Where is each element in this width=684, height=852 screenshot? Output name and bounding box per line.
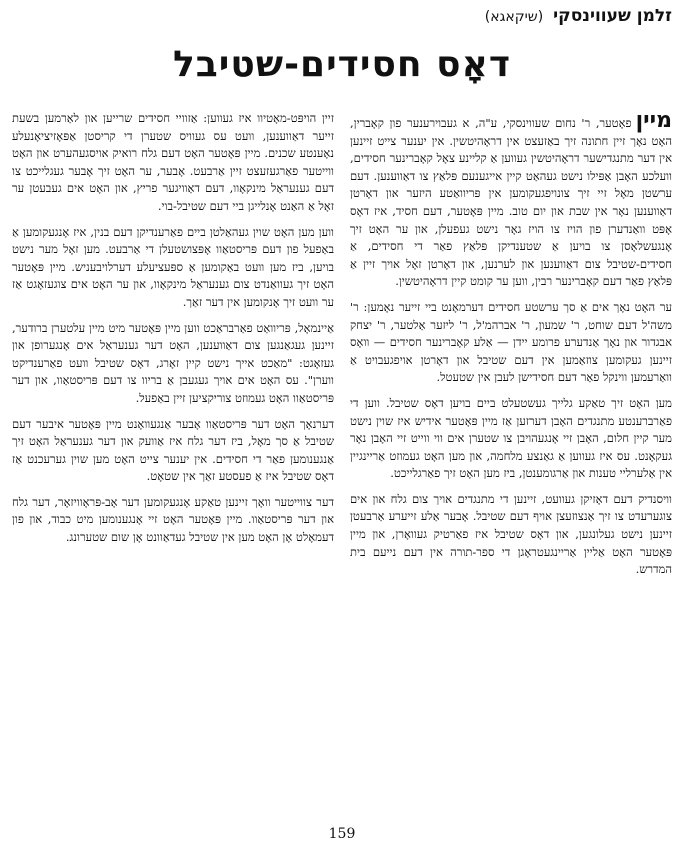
- paragraph-text: פאָטער, ר' נחום שעווינסקי, ע"ה, א געבוירענער פון קאָברין, האָט נאָך זיין חתונה זיך באַזעצט אין דראָהיטשין. אין יענער צייט זיינען אין דער מתנגדישער דראָהיטשין געווען אַ קליינע צאָל קאָברינער חסידים, וועלכע האָבן אַפּילו נישט געהאַט קיין אייגענעם פּלאַץ צו דאַווענען. דעם ערשטן מאָל זיי זיך צונויפגעקומען אין פּריוואַטע היזער און דאָרטן דאַווענען נאָר אין שבת און יום טוב. מיין פּאָטער, דעם חסיד, איז דאָס אָפּט וואַנדערן פון הויז צו הויז גאָר נישט געפעלן, און ער האָט זיך אָנגעשלאָסן צו בויען אַ שטענדיקן פּלאַץ פאַר די חסידים, אַ חסידים-שטיבל צום דאַווענען און לערנען, און דאָרטן זאָל אויך זיין אַ פּלאַץ פאַר דעם קאָברינער רבין, ווען ער קומט קיין דראָהיטשין.: [350, 116, 672, 289]
- paragraph: ער האָט נאָך אים אַ סך ערשטע חסידים דערמאָנט ביי זייער נאָמען: ר' משה'ל דעם שוחט, ר' שמעון, ר' אברהמ'ל, ר' ליזער אַלטער, ר' יצחק אבגדור און נאָך אַנדערע פרומע יידן — אַלע קאָברינער חסידים — וואָס זיינען געקומען צוזאַמען אין דעם שטיבל און דאָרטן אויפגעבויט אַ וואַרעמען ווינקל פאַר דעם חסידישן לעבן אין שטעטל.: [350, 299, 672, 385]
- paragraph: ווען מען האָט שוין געהאַלטן ביים פאַרענדיקן דעם בנין, איז אָנגעקומען אַ באַפעל פון דעם פּריסטאַוו אָפּצושטעלן די אַרבעט. מען זאָל מער נישט בויען, ביז מען וועט באַקומען אַ ספּעציעלע דערלויבעניש. מיין פּאָטער האָט זיך געוואַנדט צום גענעראַל מינקאָוו, און ער האָט אים צוגעזאָגט אַז ער וועט זיך אָנקומען אין דער זאַך.: [12, 224, 334, 309]
- paragraph: דערנאָך האָט דער פּריסטאַוו אָבער אַנגעוואָנט מיין פּאָטער איבער דעם שטיבל אַ סך מאָל, ביז דער גלח איז אַוועק און דער גענעראַל האָט זיך אַנגענומען פאַר די חסידים. אין יענער צייט האָט מען שוין גערעכנט אַז דאָס שטיבל איז אַ פעסטע זאַך אין שטאָט.: [12, 416, 334, 484]
- paragraph: זיין הויפּט-מאָטיוו איז געווען: אַזוויי חסידים שרייען און לאַרמען בשעת זייער דאַווענען, וועט עס געוויס שטערן די קריסטן אַפּאָזיציאָנעלע נאָענטע שכנים. מיין פּאָטער האָט דעם גלח רואיק אויסגעהערט און האָט ווייטער פאַרגעזעצט זיין אַרבעט. אָבער, ער האָט זיך אָבער געגלייכט צו דעם גענעראַל מינקאָוו, דעם דאַוויגער פריץ, און האָט אים געבעטן ער זאָל אַ האַנט אָנלייגן ביי דעם שטיבל-בוי.: [12, 111, 334, 213]
- paragraph: מען האָט זיך טאַקע גלייך געשטעלט ביים בויען דאָס שטיבל. ווען די פאַרברענטע מתנגדים האָבן דערזען אַז מיין פּאָטער אידיש איז שוין נישט מער קיין חלום, האָבן זיי אָנגעהויבן צו שטערן אים ווי ווייט זיי האָבן נאָר געקאָנט. עס איז געווען אַ גאַנצע מלחמה, און מען האָט געמוזט אַריינגיין אין אַלערליי טענות און אַרגומענטן, ביז מען האָט זיך פאַרגלייכט.: [350, 395, 672, 481]
- paragraph: אַיינמאָל, פּריוואַט פאַרבראַכט ווען מיין פּאָטער מיט מיין עלטערן ברודער, זיינען געגאַנגען צום דאַווענען, האָט דער גענעראַל אים אָנגערופן און געזאָגט: "מאַכט אייך נישט קיין זאָרג, דאָס שטיבל וועט פאַרענדיקט ווערן". עס האָט אים אויך געגעבן אַ בריוו צו דעם פּריסטאַוו, און דער פּריסטאַוו האָט געמוזט צוריקציען זיין באַפעל.: [12, 320, 334, 405]
- author-name: זלמן שעווינסקי: [553, 6, 672, 26]
- drop-word: מיין: [635, 110, 672, 133]
- author-place: (שיקאגא): [484, 9, 544, 25]
- page-number: 159: [328, 826, 356, 842]
- right-column: [350, 110, 672, 820]
- paragraph: וויסנדיק דעם דאָזיקן געוועט, זיינען די מתנגדים אויך צום גלח און אים צוגערעדט צו זיך אַנצוזעצן אויף דעם שטיבל. אָבער אַלע זייערע אַרבעטן זיינען נישט געלונגען, און דאָס שטיבל איז פאַרטיק געוואָרן, און מיין פּאָטער האָט אַליין אַריינגעטראָגן די ספר-תורה אין דעם נייעם בית המדרש.: [350, 491, 672, 577]
- article-title: דאָס חסידים-שטיבל: [172, 44, 512, 85]
- left-column: [12, 110, 334, 820]
- paragraph: דער צווייטער וואָך זיינען טאַקע אָנגעקומען דער אָב-פּראָוויזאָר, דער גלח און דער פּריסטאַוו. מיין פּאָטער האָט זיי אָנגענומען מיט כבוד, און פון דעמאָלט אָן האָט מען אין שטיבל געדאַוונט אָן שום שטערונג.: [12, 494, 334, 545]
- paragraph: [350, 110, 672, 291]
- page-header: [12, 6, 672, 30]
- text-columns: [12, 110, 672, 820]
